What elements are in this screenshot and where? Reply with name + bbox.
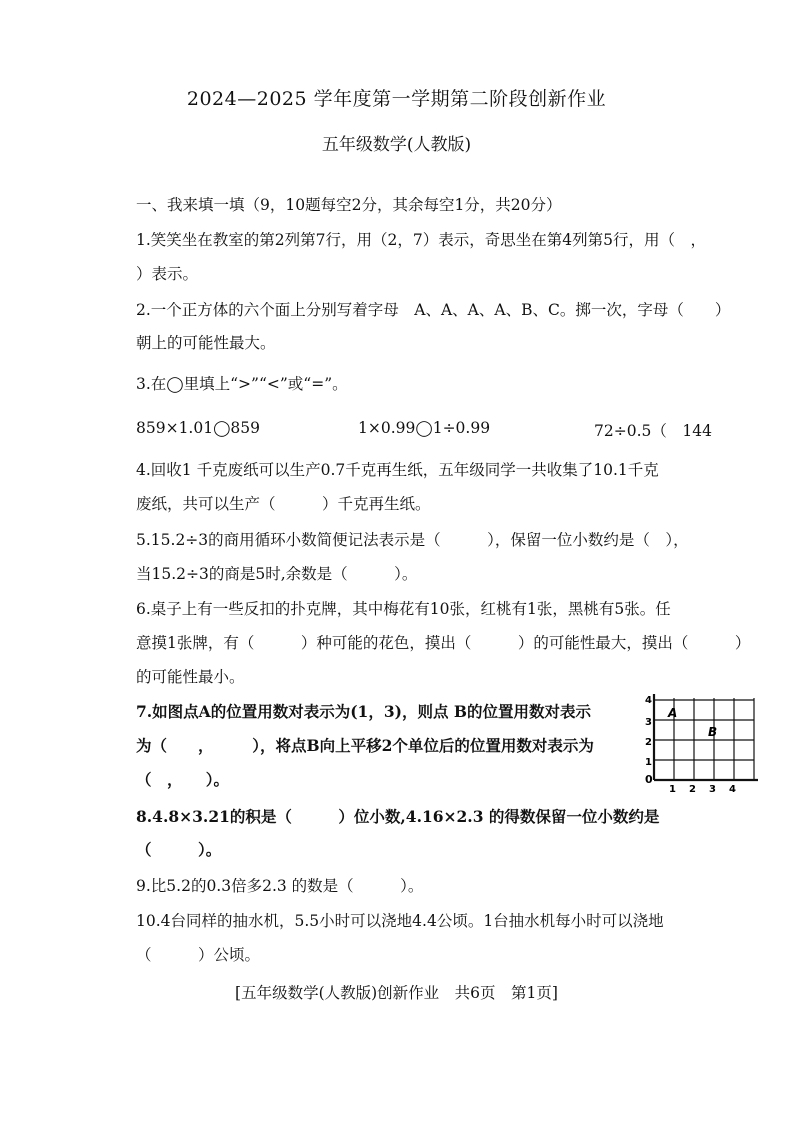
question-8-line-2: （ ）。 (136, 840, 222, 859)
question-4-line-1: 4.回收1 千克废纸可以生产0.7千克再生纸，五年级同学一共收集了10.1千克 (136, 461, 659, 479)
question-2-line-1: 2.一个正方体的六个面上分别写着字母 A、A、A、A、B、C。掷一次，字母（ ） (136, 301, 731, 319)
question-2-line-2: 朝上的可能性最大。 (136, 334, 276, 352)
y-label-3: 3 (645, 717, 652, 728)
question-1-line-2: ）表示。 (136, 265, 199, 283)
question-7-line-3: （ ， ）。 (136, 770, 230, 789)
question-3-item-2: 1×0.99◯1÷0.99 (358, 419, 491, 437)
x-label-4: 4 (729, 784, 736, 794)
point-b-label: B (708, 725, 718, 739)
y-label-4: 4 (645, 695, 652, 706)
question-6-line-2: 意摸1张牌，有（ ）种可能的花色，摸出（ ）的可能性最大，摸出（ ） (136, 634, 751, 652)
question-5-line-1: 5.15.2÷3的商用循环小数简便记法表示是（ ），保留一位小数约是（ ）， (136, 531, 689, 549)
question-10-line-2: （ ）公顷。 (136, 946, 261, 964)
question-1-line-1: 1.笑笑坐在教室的第2列第7行，用（2，7）表示，奇思坐在第4列第5行，用（ ， (136, 231, 706, 249)
y-label-1: 1 (645, 757, 652, 768)
question-6-line-3: 的可能性最小。 (136, 668, 245, 686)
question-3-item-1: 859×1.01◯859 (136, 419, 261, 437)
coordinate-grid (644, 692, 764, 798)
question-10-line-1: 10.4台同样的抽水机，5.5小时可以浇地4.4公顷。1台抽水机每小时可以浇地 (136, 912, 664, 930)
question-8-line-1: 8.4.8×3.21的积是（ ）位小数,4.16×2.3 的得数保留一位小数约是 (136, 807, 660, 826)
question-3-item-3: 72÷0.5（ 144 (594, 422, 712, 440)
page-subtitle: 五年级数学(人教版) (321, 135, 472, 155)
x-label-1: 1 (669, 784, 676, 794)
point-a-label: A (668, 706, 678, 720)
question-5-line-2: 当15.2÷3的商是5时,余数是（ ）。 (136, 565, 418, 583)
question-9-line-1: 9.比5.2的0.3倍多2.3 的数是（ ）。 (136, 877, 424, 895)
question-4-line-2: 废纸，共可以生产（ ）千克再生纸。 (136, 495, 431, 513)
x-label-3: 3 (709, 784, 716, 794)
y-label-2: 2 (645, 737, 652, 748)
question-6-line-1: 6.桌子上有一些反扣的扑克牌，其中梅花有10张，红桃有1张，黑桃有5张。任 (136, 600, 671, 618)
question-7-line-2: 为（ ， ），将点B向上平移2个单位后的位置用数对表示为 (136, 736, 594, 755)
question-7-line-1: 7.如图点A的位置用数对表示为(1，3)，则点 B的位置用数对表示 (136, 702, 591, 721)
section-heading: 一、我来填一填（9，10题每空2分，其余每空1分，共20分） (136, 196, 562, 214)
page-footer: [五年级数学(人教版)创新作业 共6页 第1页] (235, 984, 558, 1002)
origin-label: 0 (645, 773, 653, 786)
x-label-2: 2 (689, 784, 696, 794)
page-title: 2024—2025 学年度第一学期第二阶段创新作业 (186, 88, 607, 110)
question-3-line-1: 3.在◯里填上“>”“<”或“=”。 (136, 375, 348, 393)
